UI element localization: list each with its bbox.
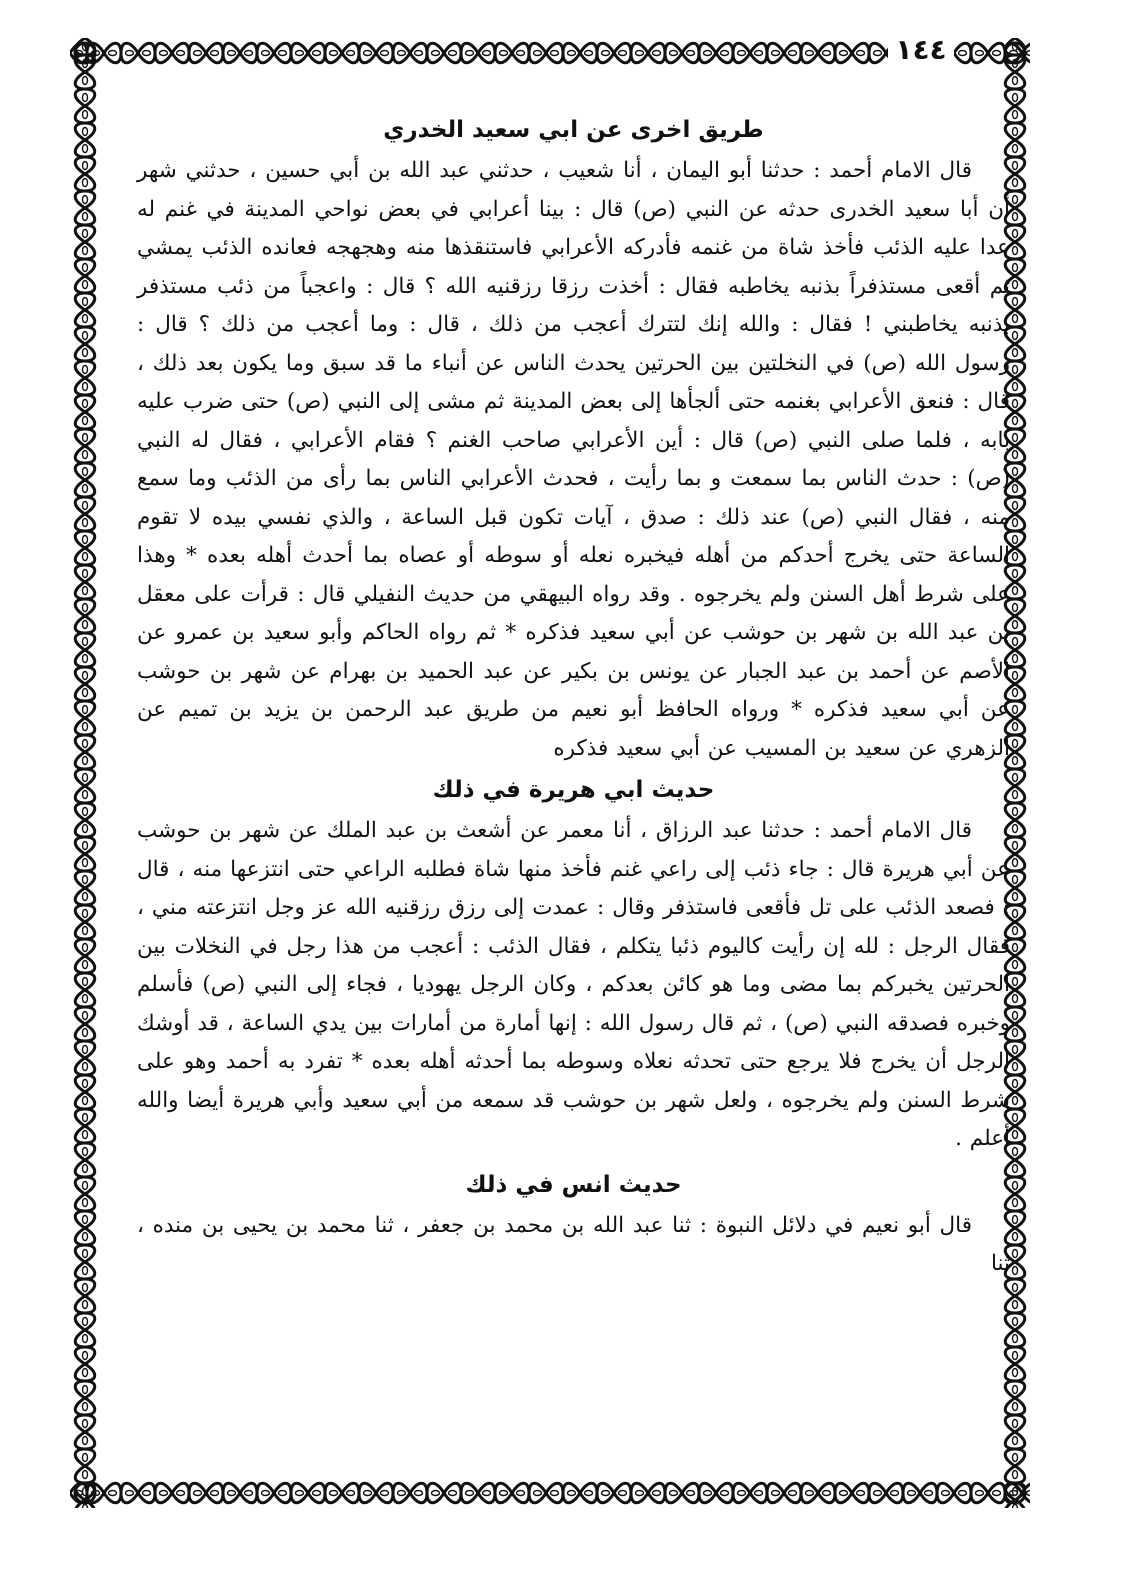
section-body-anas [137,1207,1010,1284]
page-number: ١٤٤ [888,30,954,70]
paragraph: قال أبو نعيم في دلائل النبوة : ثنا عبد الله بن محمد بن جعفر ، ثنا محمد بن يحيى بن منده ، ثنا [137,1212,1010,1276]
section-heading-anas: حديث انس في ذلك [465,1171,682,1198]
page-body [137,108,1010,1478]
paragraph: قال الامام أحمد : حدثنا أبو اليمان ، أنا شعيب ، حدثني عبد الله بن أبي حسين ، حدثني شهر أن أبا سعيد الخدرى حدثه عن النبي (ص) قال : بينا أعرابي في بعض نواحي المدينة في غنم له عدا عليه الذئب فأخذ شاة من غنمه فأدركه الأعرابي فاستنقذها منه وهجهجه فعانده الذئب يمشي ثم أقعى مستذفراً بذنبه يخاطبه فقال : أخذت رزقا رزقنيه الله ؟ قال : واعجباً من ذئب مستذفر بذنبه يخاطبني ! فقال : والله إنك لتترك أعجب من ذلك ، قال : وما أعجب من ذلك ؟ قال : رسول الله (ص) في النخلتين بين الحرتين يحدث الناس عن أنباء ما قد سبق وما يكون بعد ذلك ، قال : فنعق الأعرابي بغنمه حتى ألجأها إلى بعض المدينة ثم مشى إلى النبي (ص) حتى ضرب عليه بابه ، فلما صلى النبي (ص) قال : أين الأعرابي صاحب الغنم ؟ فقام الأعرابي ، فقال له النبي (ص) : حدث الناس بما سمعت و بما رأيت ، فحدث الأعرابي الناس بما رأى من الذئب وما سمع منه ، فقال النبي (ص) عند ذلك : صدق ، آيات تكون قبل الساعة ، والذي نفسي بيده لا تقوم الساعة حتى يخرج أحدكم من أهله فيخبره نعله أو سوطه أو عصاه بما أحدث أهله بعده * وهذا على شرط أهل السنن ولم يخرجوه . وقد رواه البيهقي من حديث النفيلي قال : قرأت على معقل بن عبد الله بن شهر بن حوشب عن أبي سعيد فذكره * ثم رواه الحاكم وأبو سعيد بن عمرو عن الأصم عن أحمد بن عبد الجبار عن يونس بن بكير عن عبد الحميد بن بهرام عن شهر بن حوشب عن أبي سعيد فذكره * ورواه الحافظ أبو نعيم من طريق عبد الرحمن بن يزيد بن تميم عن الزهري عن سعيد بن المسيب عن أبي سعيد فذكره [137,158,1011,761]
section-heading-abu-hurayra: حديث ابي هريرة في ذلك [432,777,715,803]
section-body-abu-said [137,152,1010,768]
section-heading-abu-said: طريق اخرى عن ابي سعيد الخدري [383,117,764,143]
paragraph: قال الامام أحمد : حدثنا عبد الرزاق ، أنا معمر عن أشعث بن عبد الملك عن شهر بن حوشب عن أبي هريرة قال : جاء ذئب إلى راعي غنم فأخذ منها شاة فطلبه الراعي حتى انتزعها منه ، قال : فصعد الذئب على تل فأقعى فاستذفر وقال : عمدت إلى رزق رزقنيه الله عز وجل انتزعته مني ، فقال الرجل : لله إن رأيت كاليوم ذئبا يتكلم ، فقال الذئب : أعجب من هذا رجل في النخلات بين الحرتين يخبركم بما مضى وما هو كائن بعدكم ، وكان الرجل يهوديا ، فجاء إلى النبي (ص) فأسلم وخبره فصدقه النبي (ص) ، ثم قال رسول الله : إنها أمارة من أمارات بين يدي الساعة ، قد أوشك الرجل أن يخرج فلا يرجع حتى تحدثه نعلاه وسوطه بما أحدثه أهله بعده * تفرد به أحمد وهو على شرط السنن ولم يخرجوه ، ولعل شهر بن حوشب قد سمعه من أبي سعيد وأبي هريرة أيضا والله أعلم . [137,818,1010,1151]
section-body-abu-hurayra [137,812,1010,1159]
